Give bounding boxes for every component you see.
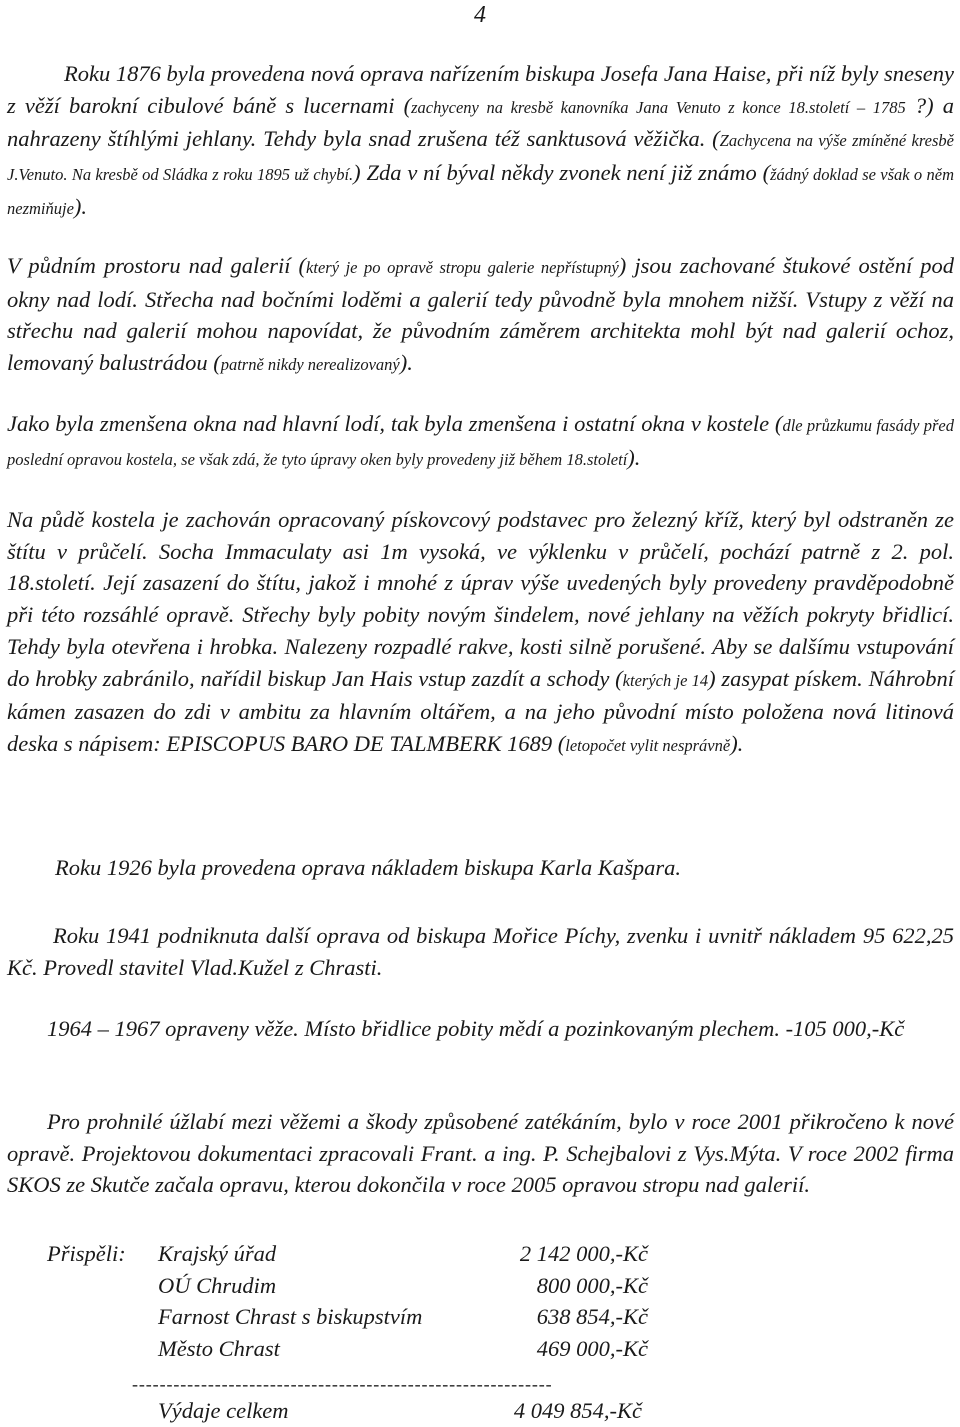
contributor-amount: 638 854,-Kč [536, 1304, 648, 1330]
p1-text-g: ). [73, 193, 88, 219]
p1-text-c: ?) a nahrazeny štíhlými jehlany. Tehdy byla snad zrušena též sanktusová věžička. ( [7, 92, 954, 152]
p2-text-a: V půdním prostoru nad galerií ( [7, 253, 307, 278]
page-number: 4 [474, 2, 486, 28]
p2-note-unrealized: patrně nikdy nerealizovaný [220, 355, 400, 375]
p4-text-c: ) zasypat pískem. Náhrobní kámen zasazen do zdi v ambitu za hlavním oltářem, a na jeho původní místo položena nová litinová deska s nápisem: EPISCOPUS BARO DE TALMBERK 1689 ( [7, 665, 954, 756]
p3-text-c: ). [627, 444, 641, 470]
contributor-name: Krajský úřad [158, 1241, 277, 1266]
paragraph-attic-gallery [7, 250, 954, 381]
p2-note-inaccessible: který je po opravě stropu galerie nepřístupný [306, 258, 619, 277]
p1-note-sladek: Zachycena na výše zmíněné kresbě J.Venuto. Na kresbě od Sládka z roku 1895 už chybí. [7, 131, 954, 185]
contribution-row [0, 1301, 960, 1333]
p2-text-e: ). [399, 350, 413, 376]
paragraph-1964: 1964 – 1967 opraveny věže. Místo břidlice pobity mědí a pozinkovaným plechem. -105 000,-Kč [47, 1016, 905, 1041]
paragraph-windows [7, 408, 954, 475]
p3-text-a: Jako byla zmenšena okna nad hlavní lodí, tak byla zmenšena i ostatní okna v kostele ( [7, 411, 783, 436]
p1-text-e: ) Zda v ní býval někdy zvonek není již známo ( [353, 160, 771, 186]
p4-text-a: Na půdě kostela je zachován opracovaný pískovcový podstavec pro železný kříž, který byl odstraněn ze štítu v průčelí. Socha Immaculaty asi 1m vysoká, ve výklenku v průčelí, pochází patrně z 2. pol. 18.století. Její zasazení do štítu, jakož i mnohé z úprav výše uvedených byly provedeny pravděpodobně při této rozsáhlé opravě. Střechy byly pobity novým šindelem, nové jehlany na věžích pokryty břidlicí. Tehdy byla otevřena i hrobka. Nalezeny rozpadlé rakve, kosti silně porušené. Aby se dalšímu vstupování do hrobky zabránilo, nařídil biskup Jan Hais vstup zazdít a schody ( [7, 507, 954, 691]
contributor-name: Farnost Chrast s biskupstvím [158, 1304, 423, 1330]
p2-text-c: ) jsou zachované štukové ostění pod okny nad lodí. Střecha nad bočními loděmi a galerií tedy původně byla mnohem nižší. Vstupy z věží na střechu nad galerií mohou napovídat, že původním záměrem architekta mohl být nad galerií ochoz, lemovaný balustrádou ( [7, 253, 954, 376]
p1-note-bell: žádný doklad se však o něm nezmiňuje [7, 165, 954, 218]
paragraph-1876-repair [7, 58, 954, 225]
total-divider: ------------------------------------------------------------- [132, 1374, 553, 1394]
paragraph-1926: Roku 1926 byla provedena oprava nákladem biskupa Karla Kašpara. [55, 855, 681, 880]
contributor-name: OÚ Chrudim [158, 1272, 277, 1298]
p4-text-e: ). [730, 730, 744, 756]
contributor-amount: 800 000,-Kč [536, 1272, 648, 1298]
p4-note-stairs: kterých je 14 [622, 670, 709, 690]
total-amount: 4 049 854,-Kč [513, 1398, 642, 1423]
contribution-row [0, 1333, 960, 1365]
paragraph-1941: Roku 1941 podniknuta další oprava od biskupa Mořice Píchy, zvenku i uvnitř nákladem 95 622,25 Kč. Provedl stavitel Vlad.Kužel z Chrasti. [7, 923, 954, 980]
contributions-list [0, 1238, 960, 1365]
total-row [0, 1395, 960, 1427]
p3-note-survey: dle průzkumu fasády před poslední opravou kostela, se však zdá, že tyto úpravy oken byly provedeny již během 18.století [7, 416, 954, 469]
total-label: Výdaje celkem [158, 1398, 289, 1423]
paragraph-2001: Pro prohnilé úžlabí mezi věžemi a škody způsobené zatékáním, bylo v roce 2001 přikročeno k nové opravě. Projektovou dokumentaci zpracovali Frant. a ing. P. Schejbalovi z Vys.Mýta. V roce 2002 firma SKOS ze Skutče začala opravu, kterou dokončila v roce 2005 opravou stropu nad galerií. [7, 1109, 954, 1198]
contributor-amount: 2 142 000,-Kč [519, 1241, 648, 1266]
p1-text-a: Roku 1876 byla provedena nová oprava nařízením biskupa Josefa Jana Haise, při níž byly sneseny z věží barokní cibulové báně s lucernami ( [7, 61, 954, 118]
p4-note-year: letopočet vylit nesprávně [565, 735, 731, 755]
p1-note-venuto: zachyceny na kresbě kanovníka Jana Venuto z konce 18.století – 1785 [411, 97, 906, 117]
paragraph-attic-tomb [7, 504, 954, 762]
contributor-name: Město Chrast [158, 1336, 280, 1362]
contributor-amount: 469 000,-Kč [536, 1336, 648, 1362]
contribution-row [0, 1238, 960, 1270]
contributions-lead: Přispěli: [47, 1241, 126, 1266]
contribution-row [0, 1270, 960, 1302]
